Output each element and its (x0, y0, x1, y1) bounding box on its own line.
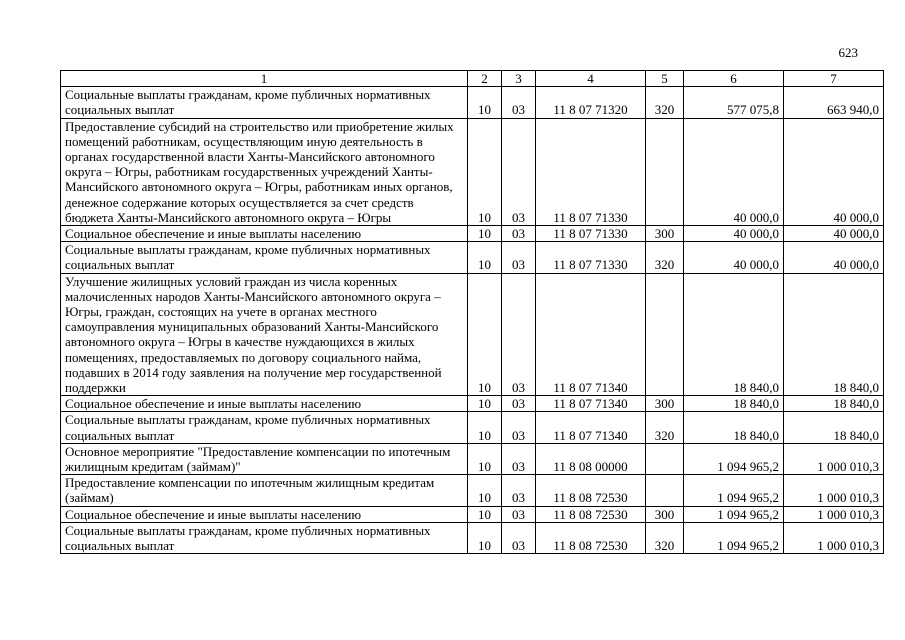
row-section: 10 (468, 522, 502, 553)
header-cell-4: 4 (536, 71, 646, 87)
row-target: 11 8 07 71330 (536, 118, 646, 225)
header-cell-2: 2 (468, 71, 502, 87)
row-amount-7: 1 000 010,3 (784, 475, 884, 506)
header-cell-3: 3 (502, 71, 536, 87)
row-section: 10 (468, 443, 502, 474)
row-name: Социальные выплаты гражданам, кроме публичных нормативных социальных выплат (61, 412, 468, 443)
row-section: 10 (468, 87, 502, 118)
row-target: 11 8 07 71330 (536, 226, 646, 242)
row-type: 300 (646, 506, 684, 522)
table-row (61, 87, 884, 118)
row-section: 10 (468, 273, 502, 396)
row-subsection: 03 (502, 118, 536, 225)
row-type: 300 (646, 396, 684, 412)
row-target: 11 8 07 71340 (536, 412, 646, 443)
row-section: 10 (468, 506, 502, 522)
row-name: Предоставление субсидий на строительство или приобретение жилых помещений работникам, осуществляющим иную деятельность в органах государственной власти Ханты-Мансийского автономного округа – Югры, работникам государственных учреждений Ханты-Мансийского автономного округа – Югры, работникам иных органов, денежное содержание которых осуществляется за счет средств бюджета Ханты-Мансийского автономного округа – Югры (61, 118, 468, 225)
row-subsection: 03 (502, 87, 536, 118)
row-target: 11 8 07 71340 (536, 273, 646, 396)
row-amount-7: 1 000 010,3 (784, 522, 884, 553)
row-subsection: 03 (502, 443, 536, 474)
row-amount-6: 40 000,0 (684, 226, 784, 242)
row-target: 11 8 08 72530 (536, 475, 646, 506)
row-type: 320 (646, 87, 684, 118)
row-type: 320 (646, 522, 684, 553)
table-row (61, 273, 884, 396)
header-cell-6: 6 (684, 71, 784, 87)
row-subsection: 03 (502, 475, 536, 506)
row-name: Социальное обеспечение и иные выплаты населению (61, 226, 468, 242)
row-amount-7: 40 000,0 (784, 118, 884, 225)
row-target: 11 8 08 72530 (536, 506, 646, 522)
row-name: Социальные выплаты гражданам, кроме публичных нормативных социальных выплат (61, 522, 468, 553)
row-type: 300 (646, 226, 684, 242)
row-target: 11 8 07 71340 (536, 396, 646, 412)
row-type (646, 475, 684, 506)
row-type: 320 (646, 412, 684, 443)
row-name: Социальные выплаты гражданам, кроме публичных нормативных социальных выплат (61, 87, 468, 118)
row-section: 10 (468, 396, 502, 412)
row-type (646, 273, 684, 396)
table-row (61, 226, 884, 242)
row-amount-7: 18 840,0 (784, 412, 884, 443)
row-amount-6: 18 840,0 (684, 396, 784, 412)
row-type (646, 443, 684, 474)
row-target: 11 8 08 72530 (536, 522, 646, 553)
row-section: 10 (468, 118, 502, 225)
row-subsection: 03 (502, 242, 536, 273)
row-amount-7: 1 000 010,3 (784, 443, 884, 474)
row-name: Улучшение жилищных условий граждан из числа коренных малочисленных народов Ханты-Мансийского автономного округа – Югры, граждан, состоящих на учете в органах местного самоуправления муниципальных образований Ханты-Мансийского автономного округа – Югры в качестве нуждающихся в жилых помещениях, предоставляемых по договору социального найма, подавших в 2014 году заявления на получение мер государственной поддержки (61, 273, 468, 396)
budget-table (60, 70, 884, 554)
table-row (61, 475, 884, 506)
page-number: 623 (838, 45, 858, 60)
row-section: 10 (468, 475, 502, 506)
table-row (61, 506, 884, 522)
table-row (61, 522, 884, 553)
row-amount-6: 1 094 965,2 (684, 522, 784, 553)
row-amount-7: 40 000,0 (784, 226, 884, 242)
row-subsection: 03 (502, 412, 536, 443)
table-row (61, 118, 884, 225)
row-type (646, 118, 684, 225)
row-amount-6: 18 840,0 (684, 273, 784, 396)
row-amount-7: 18 840,0 (784, 396, 884, 412)
row-subsection: 03 (502, 506, 536, 522)
row-target: 11 8 08 00000 (536, 443, 646, 474)
header-cell-5: 5 (646, 71, 684, 87)
header-cell-1: 1 (61, 71, 468, 87)
row-section: 10 (468, 412, 502, 443)
table-row (61, 242, 884, 273)
header-row (61, 71, 884, 87)
row-amount-6: 577 075,8 (684, 87, 784, 118)
row-subsection: 03 (502, 273, 536, 396)
table-row (61, 412, 884, 443)
row-subsection: 03 (502, 522, 536, 553)
row-amount-6: 18 840,0 (684, 412, 784, 443)
row-section: 10 (468, 226, 502, 242)
row-amount-6: 1 094 965,2 (684, 506, 784, 522)
row-section: 10 (468, 242, 502, 273)
row-name: Предоставление компенсации по ипотечным жилищным кредитам (займам) (61, 475, 468, 506)
table-row (61, 396, 884, 412)
row-subsection: 03 (502, 226, 536, 242)
row-amount-6: 40 000,0 (684, 242, 784, 273)
row-type: 320 (646, 242, 684, 273)
row-amount-7: 18 840,0 (784, 273, 884, 396)
row-name: Социальные выплаты гражданам, кроме публичных нормативных социальных выплат (61, 242, 468, 273)
row-amount-6: 1 094 965,2 (684, 475, 784, 506)
header-cell-7: 7 (784, 71, 884, 87)
row-target: 11 8 07 71330 (536, 242, 646, 273)
table-row (61, 443, 884, 474)
row-name: Основное мероприятие "Предоставление компенсации по ипотечным жилищным кредитам (займам)" (61, 443, 468, 474)
row-subsection: 03 (502, 396, 536, 412)
row-name: Социальное обеспечение и иные выплаты населению (61, 506, 468, 522)
row-amount-7: 1 000 010,3 (784, 506, 884, 522)
row-amount-6: 40 000,0 (684, 118, 784, 225)
row-amount-6: 1 094 965,2 (684, 443, 784, 474)
row-target: 11 8 07 71320 (536, 87, 646, 118)
row-amount-7: 663 940,0 (784, 87, 884, 118)
row-name: Социальное обеспечение и иные выплаты населению (61, 396, 468, 412)
row-amount-7: 40 000,0 (784, 242, 884, 273)
